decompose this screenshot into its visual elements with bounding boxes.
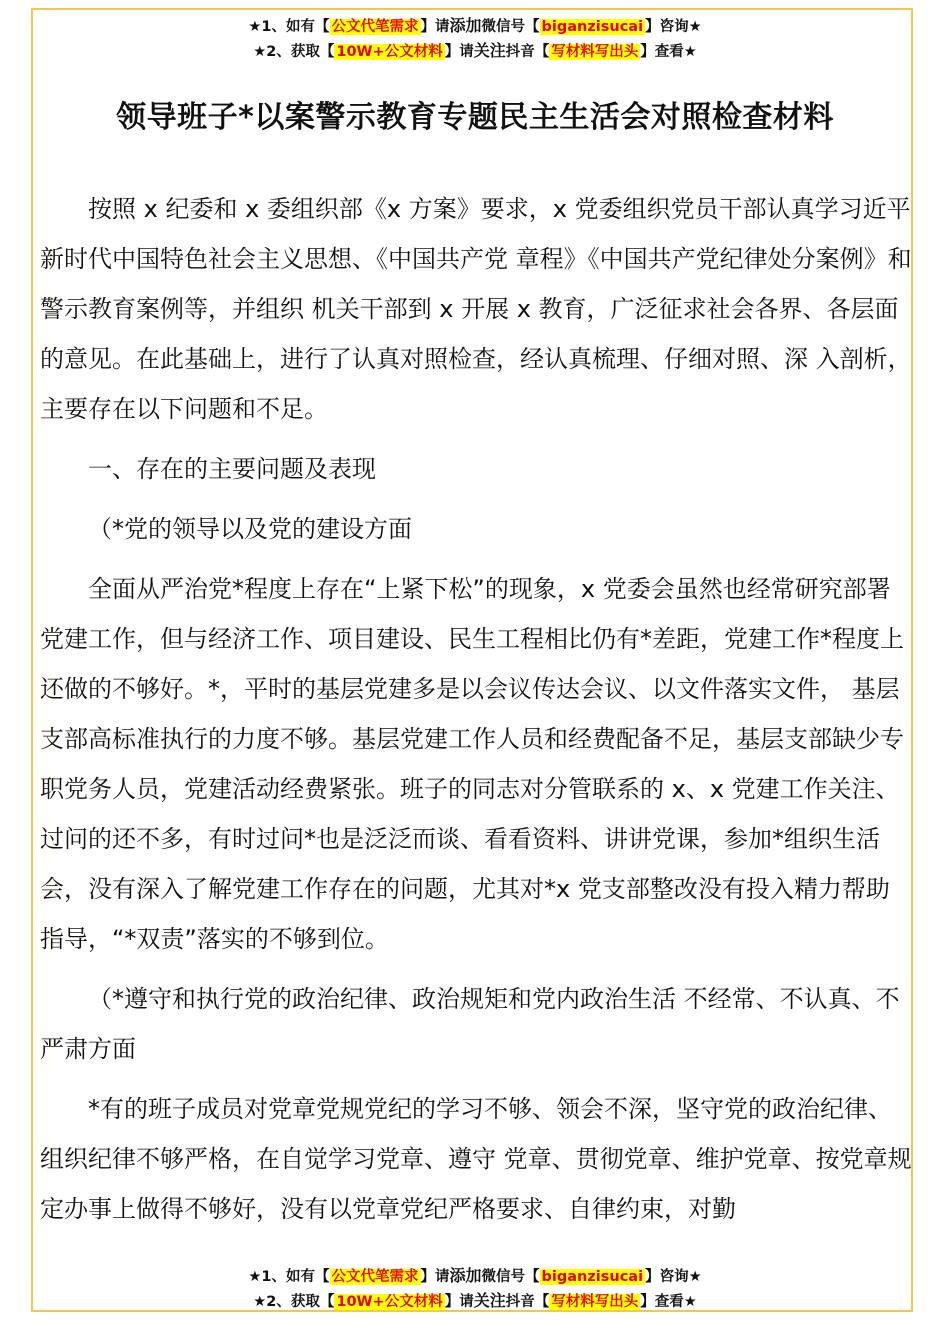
banner-line-1: ★1、如有【 公文代笔需求 】请添加微信号【 biganzisucai 】咨询★ xyxy=(248,16,702,35)
highlight-service: 公文代笔需求 xyxy=(331,1269,419,1285)
banner-line-2: ★2、获取【 10W+公文材料 】请关注抖音【 写材料写出头 】查看★ xyxy=(253,1291,697,1310)
highlight-service: 公文代笔需求 xyxy=(331,19,419,35)
footer-banner xyxy=(0,1264,950,1314)
section-heading-problems: 一、存在的主要问题及表现 xyxy=(88,455,376,483)
highlight-wechat-id: biganzisucai xyxy=(541,1269,644,1285)
highlight-douyin-account: 写材料写出头 xyxy=(551,44,639,60)
banner-line-1: ★1、如有【 公文代笔需求 】请添加微信号【 biganzisucai 】咨询★ xyxy=(248,1266,702,1285)
header-banner xyxy=(0,14,950,64)
subsection-heading-discipline: （*遵守和执行党的政治纪律、政治规矩和党内政治生活 不经常、不认真、不严肃方面 xyxy=(40,985,900,1063)
document-body xyxy=(40,184,912,1234)
highlight-materials: 10W+公文材料 xyxy=(336,44,443,60)
document-title: 领导班子*以案警示教育专题民主生活会对照检查材料 xyxy=(116,100,834,135)
paragraph-party-building: 全面从严治党*程度上存在“上紧下松”的现象，x 党委会虽然也经常研究部署党建工作，但与经济工作、项目建设、民生工程相比仍有*差距，党建工作*程度上还做的不够好。*，平时的基层党建多是以会议传达会议、以文件落实文件， 基层支部高标准执行的力度不够。基层党建工作人员和经费配备不足，基层支部缺少专职党务人员，党建活动经费紧张。班子的同志对分管联系的 x、x 党建工作关注、过问的还不多，有时过问*也是泛泛而谈、看看资料、讲讲党课，参加*组织生活会，没有深入了解党建工作存在的问题，尤其对*x 党支部整改没有投入精力帮助指导，“*双责”落实的不够到位。 xyxy=(40,575,904,953)
paragraph-intro: 按照 x 纪委和 x 委组织部《x 方案》要求，x 党委组织党员干部认真学习近平新时代中国特色社会主义思想、《中国共产党 章程》《中国共产党纪律处分案例》和警示教育案例等，并组织 机关干部到 x 开展 x 教育，广泛征求社会各界、各层面的意见。在此基础上，进行了认真对照检查，经认真梳理、仔细对照、深 入剖析，主要存在以下问题和不足。 xyxy=(40,195,912,423)
subsection-heading-party-leadership: （*党的领导以及党的建设方面 xyxy=(88,515,412,543)
paragraph-discipline: *有的班子成员对党章党规党纪的学习不够、领会不深，坚守党的政治纪律、组织纪律不够严格，在自觉学习党章、遵守 党章、贯彻党章、维护党章、按党章规定办事上做得不够好，没有以党章党纪严格要求、自律约束，对勤 xyxy=(40,1095,912,1223)
banner-line-2: ★2、获取【 10W+公文材料 】请关注抖音【 写材料写出头 】查看★ xyxy=(253,41,697,60)
highlight-wechat-id: biganzisucai xyxy=(541,19,644,35)
highlight-materials: 10W+公文材料 xyxy=(336,1294,443,1310)
highlight-douyin-account: 写材料写出头 xyxy=(551,1294,639,1310)
